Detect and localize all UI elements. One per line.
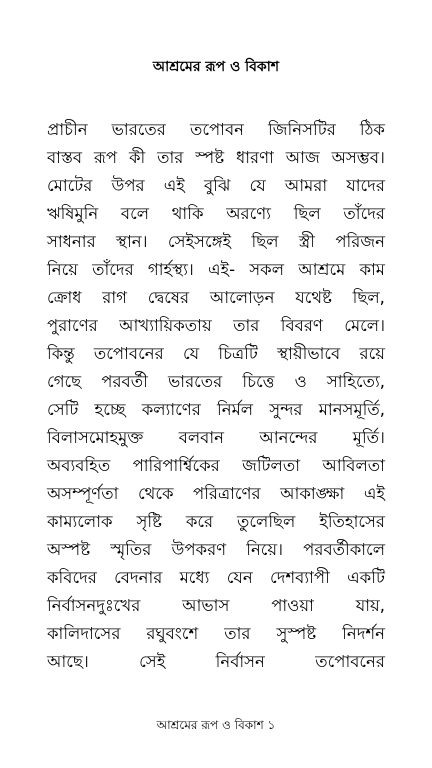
word: অসম্ভব। xyxy=(331,148,385,167)
word: এই- xyxy=(207,260,236,279)
word: নির্মল xyxy=(217,400,254,419)
word: একটি xyxy=(347,568,385,587)
word: ভারতের xyxy=(167,372,223,391)
word: স্মৃতির xyxy=(110,540,152,559)
text-line xyxy=(47,564,385,592)
word: কবিদের xyxy=(47,568,97,587)
text-line xyxy=(47,536,385,564)
word: বিলাসমোহমুক্ত xyxy=(47,428,144,447)
word: তপোবনের xyxy=(93,344,164,363)
word: রূপ xyxy=(93,148,118,167)
word: মেলে। xyxy=(344,316,385,335)
word: বাস্তব xyxy=(47,148,83,167)
word: পরিত্রাণের xyxy=(193,484,261,503)
text-line xyxy=(47,452,385,480)
word: স্ত্রী xyxy=(298,232,315,251)
word: আমরা xyxy=(284,176,328,195)
word: বেদনার xyxy=(114,568,163,587)
word: যথেষ্ট xyxy=(295,288,332,307)
word: যেন xyxy=(226,568,253,587)
text-line xyxy=(47,200,385,228)
word: ছিল, xyxy=(352,288,385,307)
running-footer: আশ্রমের রূপ ও বিকাশ ১ xyxy=(156,718,276,732)
word: থাকি xyxy=(171,204,204,223)
text-line xyxy=(47,508,385,536)
word: এই xyxy=(363,484,385,503)
word: তাঁদের xyxy=(92,260,134,279)
word: পরবর্তীকালে xyxy=(303,540,385,559)
word: আছে। xyxy=(47,652,89,671)
word: সৃষ্টি xyxy=(136,512,162,531)
word: পারিপার্শ্বিকের xyxy=(132,456,220,475)
text-line xyxy=(47,228,385,256)
word: কী xyxy=(129,148,146,167)
word: রঘুবংশে xyxy=(146,624,199,643)
word: যে xyxy=(249,176,266,195)
word: পরিজন xyxy=(335,232,385,251)
text-line xyxy=(47,396,385,424)
word: ক্রোধ xyxy=(47,288,82,307)
word: অস্পষ্ট xyxy=(47,540,91,559)
word: স্পষ্ট xyxy=(195,148,225,167)
word: তার xyxy=(157,148,184,167)
word: পুরাণের xyxy=(47,316,98,335)
text-line xyxy=(47,144,385,172)
word: কাম xyxy=(359,260,385,279)
word: চিত্রটি xyxy=(218,344,258,363)
text-line xyxy=(47,592,385,620)
text-line xyxy=(47,480,385,508)
word: হচ্ছে xyxy=(94,400,126,419)
word: স্থান। xyxy=(116,232,148,251)
word: আখ্যায়িকতায় xyxy=(119,316,212,335)
word: করে xyxy=(185,512,214,531)
word: আশ্রমে xyxy=(298,260,346,279)
word: যে xyxy=(182,344,200,363)
word: সেইসঙ্গেই xyxy=(167,232,232,251)
word: কল্যাণের xyxy=(141,400,201,419)
word: আবিলতা xyxy=(322,456,385,475)
word: তপোবন xyxy=(189,120,244,139)
word: স্থায়ীভাবে xyxy=(277,344,341,363)
text-line xyxy=(47,648,385,676)
word: তুলেছিল xyxy=(237,512,296,531)
word: সেটি xyxy=(47,400,79,419)
word: দ্বেষের xyxy=(147,288,190,307)
word: আজ xyxy=(285,148,320,167)
word: বুঝি xyxy=(204,176,231,195)
word: অসম্পূর্ণতা xyxy=(47,484,119,503)
word: আকাঙ্ক্ষা xyxy=(280,484,345,503)
word: বলে xyxy=(120,204,150,223)
word: পরবর্তী xyxy=(101,372,148,391)
word: যাদের xyxy=(346,176,385,195)
word: ছিল xyxy=(251,232,279,251)
word: নির্বাসন xyxy=(215,652,265,671)
word: সকল xyxy=(249,260,284,279)
word: কিন্তু xyxy=(47,344,75,363)
word: অব্যবহিত xyxy=(47,456,111,475)
word: আলোড়ন xyxy=(209,288,275,307)
word: সুস্পষ্ট xyxy=(276,624,317,643)
word: তপোবনের xyxy=(315,652,385,671)
word: জিনিসটির xyxy=(268,120,336,139)
word: গেছে xyxy=(47,372,82,391)
page-title: আশ্রমের রূপ ও বিকাশ xyxy=(152,59,280,75)
word: এই xyxy=(163,176,185,195)
text-line xyxy=(47,340,385,368)
word: অরণ্যে xyxy=(226,204,271,223)
text-line xyxy=(47,312,385,340)
word: ও xyxy=(294,372,307,391)
text-line xyxy=(47,284,385,312)
word: মূর্তি। xyxy=(352,428,385,447)
word: কালিদাসের xyxy=(47,624,121,643)
word: তার xyxy=(233,316,260,335)
word: উপকরণ xyxy=(171,540,227,559)
word: সাধনার xyxy=(47,232,96,251)
body-text xyxy=(47,116,385,676)
word: গার্হস্থ্য। xyxy=(147,260,194,279)
word: ঋষিমুনি xyxy=(47,204,99,223)
word: কাম্যলোক xyxy=(47,512,113,531)
word: জটিলতা xyxy=(242,456,300,475)
word: তার xyxy=(224,624,251,643)
word: তাঁদের xyxy=(343,204,385,223)
text-line xyxy=(47,172,385,200)
word: নিদর্শন xyxy=(342,624,385,643)
word: মধ্যে xyxy=(179,568,210,587)
word: নিয়ে। xyxy=(246,540,284,559)
word: নির্বাসনদুঃখের xyxy=(47,596,141,615)
text-line xyxy=(47,424,385,452)
text-line xyxy=(47,620,385,648)
word: রাগ xyxy=(102,288,127,307)
word: রয়ে xyxy=(359,344,385,363)
word: সুন্দর xyxy=(269,400,303,419)
word: ইতিহাসের xyxy=(319,512,385,531)
word: নিয়ে xyxy=(47,260,78,279)
word: মোটের xyxy=(47,176,93,195)
word: ঠিক xyxy=(359,120,385,139)
word: যায়, xyxy=(355,596,385,615)
word: সেই xyxy=(139,652,166,671)
word: বিবরণ xyxy=(280,316,323,335)
word: সাহিত্যে, xyxy=(326,372,385,391)
word: ভারতের xyxy=(111,120,166,139)
word: পাওয়া xyxy=(271,596,314,615)
word: ধারণা xyxy=(235,148,274,167)
word: মানসমূর্তি, xyxy=(318,400,385,419)
word: বলবান xyxy=(178,428,224,447)
word: প্রাচীন xyxy=(47,120,88,139)
text-line xyxy=(47,368,385,396)
word: আনন্দের xyxy=(259,428,318,447)
word: ছিল xyxy=(293,204,321,223)
word: চিত্তে xyxy=(242,372,275,391)
word: আভাস xyxy=(182,596,230,615)
text-line xyxy=(47,116,385,144)
text-line xyxy=(47,256,385,284)
word: থেকে xyxy=(137,484,174,503)
word: দেশব্যাপী xyxy=(270,568,330,587)
word: উপর xyxy=(111,176,145,195)
